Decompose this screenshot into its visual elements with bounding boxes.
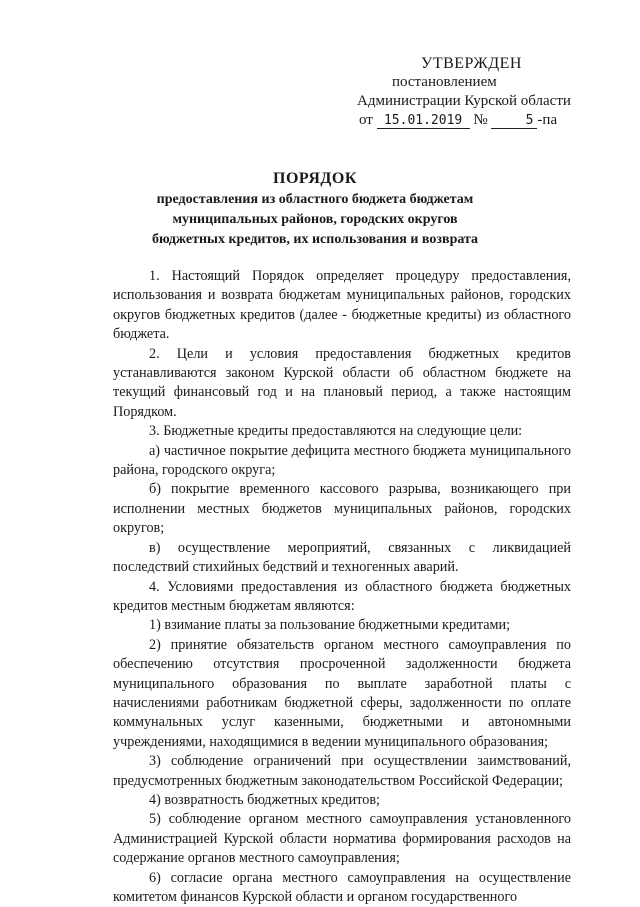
document-subtitle-line: бюджетных кредитов, их использования и возврата [151,232,479,247]
paragraph: 4) возвратность бюджетных кредитов; [149,791,380,808]
paragraph: 1) взимание платы за пользование бюджетными кредитами; [149,617,511,634]
approval-date: 15.01.2019 [377,113,470,129]
paragraph: 5) соблюдение органом местного самоуправления установленного Администрацией Курской области норматива формирования расходов на содержание органов местного самоуправления; [113,811,571,867]
approval-stamp [345,54,585,130]
paragraph: 1. Настоящий Порядок определяет процедуру предоставления, использования и возврата бюджетам муниципальных районов, городских округов бюджетных кредитов (далее - бюджетные кредиты) из областного бюджета. [113,268,571,343]
paragraph: 3) соблюдение ограничений при осуществлении заимствований, предусмотренных бюджетным законодательством Российской Федерации; [113,753,571,789]
document-body [113,267,571,907]
approval-title: УТВЕРЖДЕН [421,55,522,72]
document-subtitle-line: муниципальных районов, городских округов [172,212,458,227]
document-heading [95,168,535,250]
paragraph: 3. Бюджетные кредиты предоставляются на следующие цели: [149,423,523,440]
document-subtitle-line: предоставления из областного бюджета бюджетам [156,192,474,207]
approval-number-sign: № [473,112,488,128]
approval-authority-line: Администрации Курской области [357,93,571,109]
paragraph: 4. Условиями предоставления из областного бюджета бюджетных кредитов местным бюджетам являются: [113,578,571,614]
paragraph: в) осуществление мероприятий, связанных с ликвидацией последствий стихийных бедствий и техногенных аварий. [113,539,571,576]
paragraph: б) покрытие временного кассового разрыва, возникающего при исполнении местных бюджетов муниципальных районов, городских округов; [113,481,571,537]
approval-date-number-line [345,111,585,130]
paragraph: а) частичное покрытие дефицита местного бюджета муниципального района, городского округа; [113,442,571,479]
document-title: ПОРЯДОК [273,170,357,187]
approval-number: 5 [491,113,537,129]
paragraph: 6) согласие органа местного самоуправления на осуществление комитетом финансов Курской области и органом государственного [113,869,571,905]
paragraph: 2. Цели и условия предоставления бюджетных кредитов устанавливаются законом Курской области об областном бюджете на текущий финансовый год и на плановый период, а также настоящим Порядком. [113,345,571,420]
approval-from-label: от [359,112,373,128]
approval-suffix: -па [537,112,558,128]
approval-decree-line: постановлением [392,74,497,90]
paragraph: 2) принятие обязательств органом местного самоуправления по обеспечению отсутствия просроченной задолженности бюджета муниципального образования по выплате заработной платы с начислениями работникам бюджетной сферы, задолженности по оплате коммунальных услуг казенными, бюджетными и автономными учреждениями, находящимися в ведении муниципального образования; [113,636,571,750]
